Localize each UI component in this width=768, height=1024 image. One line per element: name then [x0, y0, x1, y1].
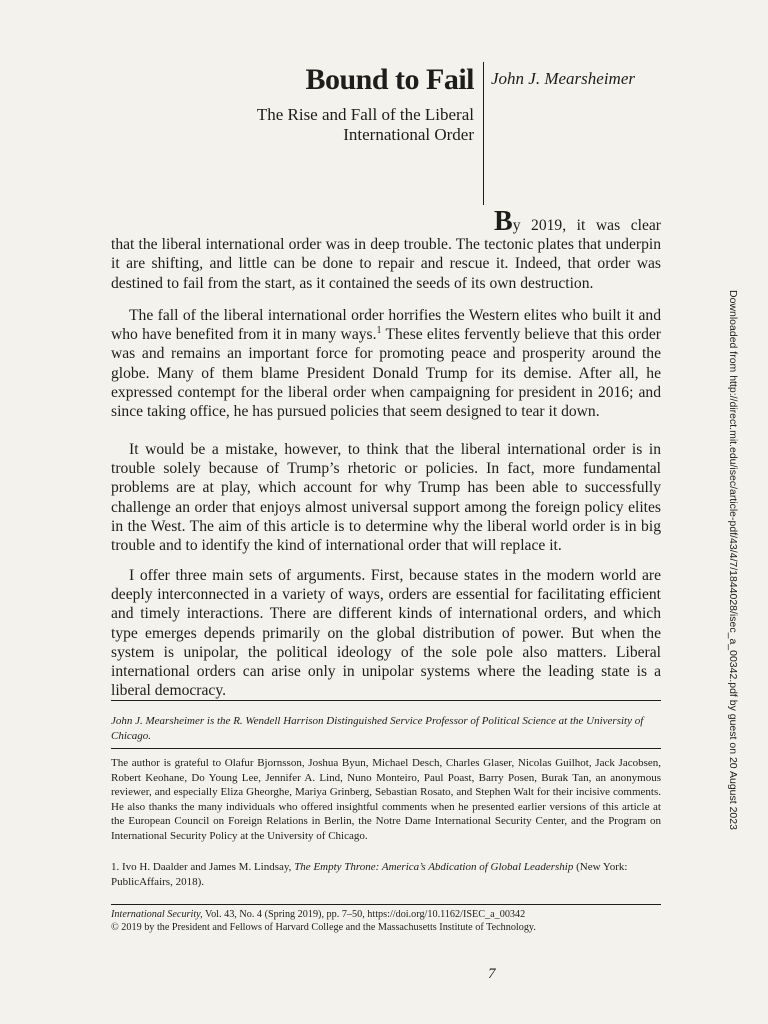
- acknowledgment: The author is grateful to Olafur Bjornsson, Joshua Byun, Michael Desch, Charles Glaser, Nicolas Guilhot, Jack Jacobsen, Robert Keohane, Do Young Lee, Jennifer A. Lind, Nuno Monteiro, Paul Poast, Barry Posen, Burak Tan, an anonymous reviewer, and especially Eliza Gheorghe, Mariya Grinberg, Sebastian Rosato, and Stephen Walt for their incisive comments. He also thanks the many individuals who offered insightful comments when he presented earlier versions of this article at the European Council on Foreign Relations in Berlin, the Notre Dame International Security Center, and the Program on International Security Policy at the University of Chicago.: [111, 757, 661, 842]
- body-paragraph-1: [111, 206, 661, 293]
- footnote-suffix: (New York: PublicAffairs, 2018).: [111, 861, 628, 888]
- footnote-1: [111, 860, 661, 890]
- body-paragraph-4: I offer three main sets of arguments. First, because states in the modern world are deeply interconnected in a variety of ways, orders are essential for facilitating efficient and timely interactions. There are different kinds of international orders, and which type emerges depends primarily on the global distribution of power. But when the system is unipolar, the political ideology of the sole pole also matters. Liberal international orders can arise only in unipolar systems where the leading state is a liberal democracy.: [111, 567, 661, 700]
- title-divider: [483, 62, 484, 205]
- body-paragraph-2: [111, 306, 661, 421]
- citation-details[interactable]: Vol. 43, No. 4 (Spring 2019), pp. 7–50, https://doi.org/10.1162/ISEC_a_00342: [202, 909, 526, 920]
- drop-cap: B: [494, 206, 513, 237]
- citation-block: [111, 908, 671, 934]
- journal-name: International Security,: [111, 909, 203, 920]
- notes-divider-middle: [111, 748, 661, 749]
- subtitle-line-1: The Rise and Fall of the Liberal: [256, 105, 474, 124]
- notes-divider-top: [111, 700, 661, 701]
- paragraph-text: that the liberal international order was in deep trouble. The tectonic plates that underpin it are shifting, and little can be done to repair and rescue it. Indeed, that order was destined to fail from the start, as it contained the seeds of its own destruction.: [111, 236, 661, 292]
- page-number: 7: [488, 966, 496, 982]
- author-name: John J. Mearsheimer: [491, 69, 635, 88]
- download-notice[interactable]: Downloaded from http://direct.mit.edu/isec/article-pdf/43/4/7/1844028/isec_a_00342.pdf by guest on 20 August 2023: [727, 290, 739, 830]
- body-paragraph-3: It would be a mistake, however, to think that the liberal international order is in trouble solely because of Trump’s rhetoric or policies. In fact, more fundamental problems are at play, which account for why Trump has been able to successfully challenge an order that enjoys almost universal support among the foreign policy elites in the West. The aim of this article is to determine why the liberal world order is in big trouble and to identify the kind of international order that will replace it.: [111, 441, 661, 555]
- article-subtitle: [160, 105, 474, 145]
- notes-divider-bottom: [111, 904, 661, 905]
- article-title: Bound to Fail: [305, 63, 474, 96]
- citation-line: [111, 908, 671, 921]
- subtitle-line-2: International Order: [343, 125, 474, 144]
- download-sidebar: [725, 290, 741, 830]
- paragraph-text: These elites fervently believe that this order was and remains an important force for promoting peace and prosperity around the globe. Many of them blame President Donald Trump for its demise. After all, he expressed contempt for the liberal order when campaigning for president in 2016; and since taking office, he has pursued policies that seem designed to tear it down.: [111, 326, 661, 421]
- lead-line: [111, 206, 661, 237]
- footnote-book-title: The Empty Throne: America’s Abdication of Global Leadership: [294, 861, 574, 873]
- footnote-ref-1[interactable]: 1: [376, 325, 382, 337]
- author-bio: John J. Mearsheimer is the R. Wendell Harrison Distinguished Service Professor of Political Science at the University of Chicago.: [111, 715, 644, 742]
- lead-text: y 2019, it was clear: [512, 217, 661, 234]
- copyright-line: © 2019 by the President and Fellows of Harvard College and the Massachusetts Institute of Technology.: [111, 922, 536, 933]
- footnote-prefix: 1. Ivo H. Daalder and James M. Lindsay,: [111, 861, 295, 873]
- paragraph-text: The fall of the liberal international order horrifies the Western elites who built it and who have benefited from it in many ways.: [111, 307, 661, 344]
